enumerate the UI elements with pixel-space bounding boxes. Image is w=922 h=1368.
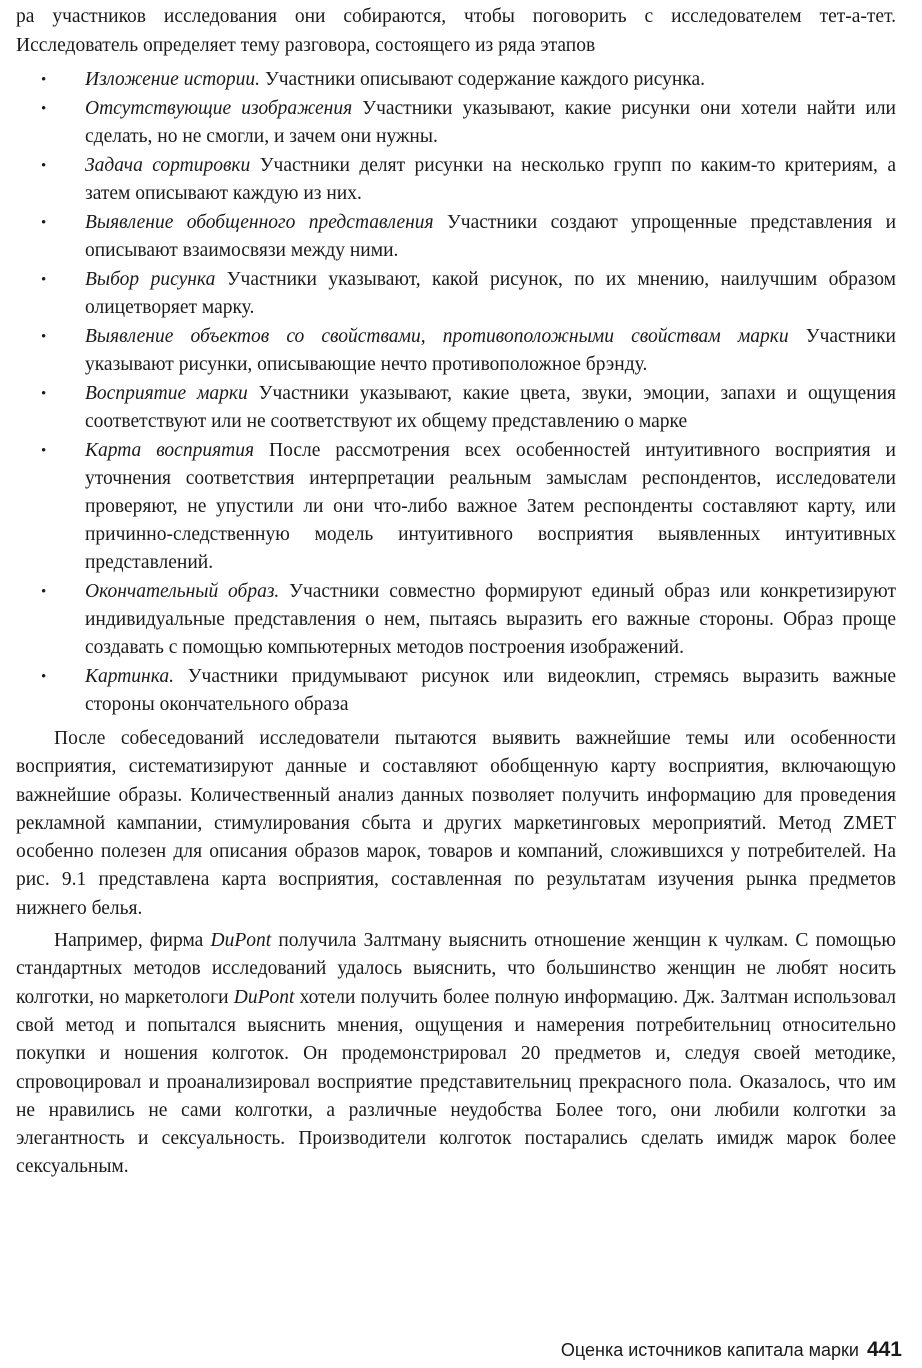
item-text: Участники придумывают рисунок или видеоклип, стремясь выразить важные стороны окончательного образа <box>85 666 896 715</box>
list-item <box>16 437 896 577</box>
para2-text-3: хотели получить более полную информацию. Дж. Залтман использовал свой метод и попытался выяснить мнения, ощущения и намерения потребительниц относительно покупки и ношения колготок. Он продемонстрировал 20 предметов и, следуя своей методике, спровоцировал и проанализировал восприятие представительниц прекрасного пола. Оказалось, что им не нравились не сами колготки, а различные неудобства Более того, они любили колготки за элегантность и сексуальность. Производители колготок постарались сделать имидж марок более сексуальным. <box>16 986 896 1178</box>
item-text: Участники указывают, какой рисунок, по их мнению, наилучшим образом олицетворяет марку. <box>85 269 897 318</box>
body-paragraph-2 <box>16 927 896 1182</box>
item-text: Участники указывают, какие цвета, звуки, эмоции, запахи и ощущения соответствуют или не соответствуют их общему представлению о марке <box>85 383 897 432</box>
stage-list <box>16 66 896 719</box>
list-item <box>16 209 896 265</box>
para2-text-1: Например, фирма <box>54 930 211 952</box>
item-term: Отсутствующие изображения <box>85 98 353 119</box>
item-term: Изложение истории. <box>85 69 261 90</box>
list-item <box>16 323 896 379</box>
item-term: Выявление обобщенного представления <box>85 212 434 233</box>
list-item <box>16 663 896 719</box>
bullet-icon: • <box>41 443 47 459</box>
page-footer <box>561 1338 902 1362</box>
item-text: Участники создают упрощенные представления и описывают взаимосвязи между ними. <box>85 212 897 261</box>
item-term: Окончательный образ. <box>85 581 280 602</box>
list-item <box>16 152 896 208</box>
list-item <box>16 266 896 322</box>
running-title: Оценка источников капитала марки <box>560 1340 859 1360</box>
para2-text-2: получила Залтману выяснить отношение женщин к чулкам. С помощью стандартных методов исследований удалось выяснить, что большинство женщин не любят носить колготки, но маркетологи <box>16 930 896 1008</box>
list-item <box>16 66 896 94</box>
bullet-icon: • <box>41 669 47 685</box>
bullet-icon: • <box>41 584 47 600</box>
bullet-icon: • <box>41 386 47 402</box>
intro-paragraph: ра участников исследования они собираются, чтобы поговорить с исследователем тет-а-тет. Исследователь определяет тему разговора, состоящего из ряда этапов <box>16 6 896 56</box>
list-item <box>16 380 896 436</box>
bullet-icon: • <box>41 101 47 117</box>
bullet-icon: • <box>41 329 47 345</box>
item-text: Участники описывают содержание каждого рисунка. <box>260 69 706 90</box>
body-paragraph-1: После собеседований исследователи пытаются выявить важнейшие темы или особенности восприятия, систематизируют данные и составляют обобщенную карту восприятия, включающую важнейшие образы. Количественный анализ данных позволяет получить информацию для проведения рекламной кампании, стимулирования сбыта и других маркетинговых мероприятий. Метод ZMET особенно полезен для описания образов марок, товаров и компаний, сложившихся у потребителей. На рис. 9.1 представлена карта восприятия, составленная по результатам изучения рынка предметов нижнего белья. <box>16 728 896 919</box>
bullet-icon: • <box>41 72 47 88</box>
bullet-icon: • <box>41 272 47 288</box>
item-text: Участники совместно формируют единый образ или конкретизируют индивидуальные представления о нем, пытаясь выразить его важные стороны. Образ проще создавать с помощью компьютерных методов построения изображений. <box>85 581 896 658</box>
list-item <box>16 578 896 662</box>
item-term: Восприятие марки <box>85 383 248 404</box>
bullet-icon: • <box>41 215 47 231</box>
page-number: 441 <box>866 1338 902 1361</box>
item-term: Выбор рисунка <box>85 269 216 290</box>
item-text: Участники указывают рисунки, описывающие нечто противоположное брэнду. <box>85 326 896 375</box>
item-text: Участники указывают, какие рисунки они хотели найти или сделать, но не смогли, и зачем они нужны. <box>85 98 896 147</box>
item-term: Выявление объектов со свойствами, противоположными свойствам марки <box>85 326 789 347</box>
item-term: Карта восприятия <box>85 440 255 461</box>
item-text: Участники делят рисунки на несколько групп по каким-то критериям, а затем описывают каждую из них. <box>85 155 896 204</box>
item-term: Задача сортировки <box>85 155 251 176</box>
list-item <box>16 95 896 151</box>
company-name: DuPont <box>210 930 272 952</box>
company-name: DuPont <box>233 986 295 1008</box>
bullet-icon: • <box>41 158 47 174</box>
item-term: Картинка. <box>85 666 174 687</box>
item-text: После рассмотрения всех особенностей интуитивного восприятия и уточнения соответствия интерпретации реальным замыслам респондентов, исследователи проверяют, не упустили ли они что-либо важное Затем респонденты составляют карту, или причинно-следственную модель интуитивного восприятия выявленных интуитивных представлений. <box>85 440 896 573</box>
